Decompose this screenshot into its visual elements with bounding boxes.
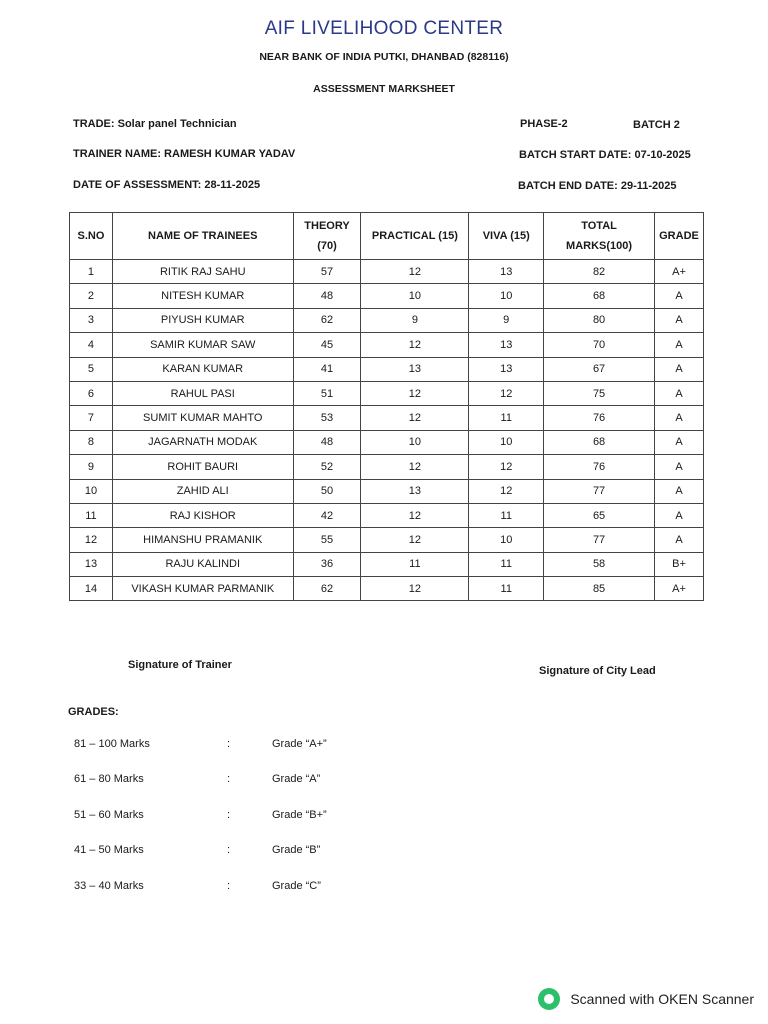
cell-sno: 12	[70, 528, 113, 552]
cell-sno: 3	[70, 308, 113, 332]
cell-theory: 45	[293, 333, 361, 357]
header-theory-line1: THEORY	[304, 220, 350, 232]
grade-range: 61 – 80 Marks	[74, 773, 144, 785]
cell-theory: 48	[293, 284, 361, 308]
cell-sno: 10	[70, 479, 113, 503]
table-row	[70, 333, 704, 357]
cell-practical: 12	[361, 577, 469, 601]
cell-name: RAHUL PASI	[112, 381, 293, 405]
cell-theory: 42	[293, 503, 361, 527]
header-total	[544, 213, 655, 260]
table-row	[70, 528, 704, 552]
city-lead-signature-label: Signature of City Lead	[539, 665, 656, 677]
cell-practical: 10	[361, 430, 469, 454]
header-total-line1: TOTAL	[581, 220, 617, 232]
cell-practical: 12	[361, 503, 469, 527]
grade-scale-row	[0, 773, 768, 793]
grade-scale-row	[0, 809, 768, 829]
grade-separator: :	[227, 773, 231, 785]
grades-heading: GRADES:	[68, 706, 119, 718]
cell-viva: 10	[469, 284, 544, 308]
cell-sno: 2	[70, 284, 113, 308]
grade-scale-row	[0, 880, 768, 900]
grade-range: 41 – 50 Marks	[74, 844, 144, 856]
header-practical: PRACTICAL (15)	[361, 213, 469, 260]
sheet-title: ASSESSMENT MARKSHEET	[313, 83, 455, 95]
cell-grade: B+	[654, 552, 703, 576]
trainer-name: TRAINER NAME: RAMESH KUMAR YADAV	[73, 148, 296, 160]
grade-separator: :	[227, 738, 231, 750]
cell-grade: A	[654, 430, 703, 454]
table-row	[70, 455, 704, 479]
cell-total: 68	[544, 284, 655, 308]
grade-label: Grade “A+”	[272, 738, 327, 750]
table-row	[70, 381, 704, 405]
phase-label: PHASE-2	[520, 118, 568, 130]
header-theory	[293, 213, 361, 260]
cell-name: RITIK RAJ SAHU	[112, 260, 293, 284]
cell-sno: 13	[70, 552, 113, 576]
cell-theory: 62	[293, 577, 361, 601]
header-sno: S.NO	[70, 213, 113, 260]
cell-grade: A	[654, 406, 703, 430]
cell-name: KARAN KUMAR	[112, 357, 293, 381]
cell-total: 75	[544, 381, 655, 405]
table-row	[70, 552, 704, 576]
cell-name: RAJ KISHOR	[112, 503, 293, 527]
cell-practical: 9	[361, 308, 469, 332]
header-theory-line2: (70)	[317, 240, 337, 252]
table-row	[70, 406, 704, 430]
table-row	[70, 577, 704, 601]
grade-range: 51 – 60 Marks	[74, 809, 144, 821]
cell-theory: 50	[293, 479, 361, 503]
cell-total: 82	[544, 260, 655, 284]
cell-grade: A	[654, 479, 703, 503]
cell-viva: 11	[469, 503, 544, 527]
cell-theory: 36	[293, 552, 361, 576]
assessment-date: DATE OF ASSESSMENT: 28-11-2025	[73, 179, 261, 191]
cell-total: 65	[544, 503, 655, 527]
grade-separator: :	[227, 844, 231, 856]
trade-label: TRADE: Solar panel Technician	[73, 118, 237, 130]
trainer-signature-label: Signature of Trainer	[128, 659, 232, 671]
cell-sno: 11	[70, 503, 113, 527]
cell-viva: 11	[469, 552, 544, 576]
grade-range: 81 – 100 Marks	[74, 738, 150, 750]
cell-sno: 4	[70, 333, 113, 357]
cell-sno: 9	[70, 455, 113, 479]
cell-practical: 11	[361, 552, 469, 576]
grade-label: Grade “B+”	[272, 809, 327, 821]
marks-table-body	[70, 260, 704, 601]
cell-practical: 12	[361, 528, 469, 552]
cell-grade: A	[654, 333, 703, 357]
cell-viva: 12	[469, 381, 544, 405]
cell-theory: 57	[293, 260, 361, 284]
cell-viva: 11	[469, 406, 544, 430]
grade-scale-row	[0, 844, 768, 864]
cell-grade: A	[654, 455, 703, 479]
grade-label: Grade “B”	[272, 844, 321, 856]
cell-total: 80	[544, 308, 655, 332]
cell-viva: 13	[469, 333, 544, 357]
cell-grade: A	[654, 381, 703, 405]
cell-grade: A	[654, 528, 703, 552]
cell-total: 67	[544, 357, 655, 381]
cell-theory: 53	[293, 406, 361, 430]
cell-sno: 14	[70, 577, 113, 601]
cell-theory: 52	[293, 455, 361, 479]
cell-name: VIKASH KUMAR PARMANIK	[112, 577, 293, 601]
oken-scanner-logo-icon	[538, 988, 560, 1010]
cell-grade: A	[654, 284, 703, 308]
cell-theory: 51	[293, 381, 361, 405]
marks-table	[69, 212, 704, 601]
cell-name: RAJU KALINDI	[112, 552, 293, 576]
cell-grade: A	[654, 357, 703, 381]
cell-total: 58	[544, 552, 655, 576]
scanner-watermark-text: Scanned with OKEN Scanner	[570, 991, 754, 1007]
cell-viva: 13	[469, 357, 544, 381]
cell-practical: 12	[361, 406, 469, 430]
cell-name: JAGARNATH MODAK	[112, 430, 293, 454]
cell-theory: 48	[293, 430, 361, 454]
cell-name: ZAHID ALI	[112, 479, 293, 503]
cell-total: 68	[544, 430, 655, 454]
batch-end-date: BATCH END DATE: 29-11-2025	[518, 180, 677, 192]
cell-theory: 62	[293, 308, 361, 332]
cell-total: 85	[544, 577, 655, 601]
batch-start-date: BATCH START DATE: 07-10-2025	[519, 149, 691, 161]
cell-theory: 41	[293, 357, 361, 381]
cell-practical: 12	[361, 333, 469, 357]
cell-practical: 12	[361, 455, 469, 479]
grade-label: Grade “C”	[272, 880, 321, 892]
cell-sno: 1	[70, 260, 113, 284]
scanner-watermark	[538, 988, 754, 1010]
cell-name: SUMIT KUMAR MAHTO	[112, 406, 293, 430]
table-header-row	[70, 213, 704, 260]
table-row	[70, 357, 704, 381]
cell-grade: A	[654, 503, 703, 527]
cell-sno: 6	[70, 381, 113, 405]
grade-separator: :	[227, 880, 231, 892]
cell-name: NITESH KUMAR	[112, 284, 293, 308]
table-row	[70, 503, 704, 527]
cell-viva: 11	[469, 577, 544, 601]
cell-grade: A+	[654, 577, 703, 601]
cell-name: PIYUSH KUMAR	[112, 308, 293, 332]
grade-range: 33 – 40 Marks	[74, 880, 144, 892]
center-address: NEAR BANK OF INDIA PUTKI, DHANBAD (828116)	[259, 51, 509, 63]
batch-label: BATCH 2	[633, 119, 680, 131]
cell-practical: 13	[361, 479, 469, 503]
table-row	[70, 284, 704, 308]
cell-total: 77	[544, 479, 655, 503]
cell-theory: 55	[293, 528, 361, 552]
cell-viva: 12	[469, 479, 544, 503]
cell-name: ROHIT BAURI	[112, 455, 293, 479]
cell-practical: 10	[361, 284, 469, 308]
cell-viva: 9	[469, 308, 544, 332]
table-row	[70, 260, 704, 284]
cell-total: 70	[544, 333, 655, 357]
cell-practical: 12	[361, 381, 469, 405]
grade-separator: :	[227, 809, 231, 821]
cell-name: SAMIR KUMAR SAW	[112, 333, 293, 357]
header-name: NAME OF TRAINEES	[112, 213, 293, 260]
cell-sno: 7	[70, 406, 113, 430]
table-row	[70, 479, 704, 503]
cell-practical: 12	[361, 260, 469, 284]
table-row	[70, 430, 704, 454]
grade-label: Grade “A”	[272, 773, 321, 785]
cell-total: 76	[544, 455, 655, 479]
center-title: AIF LIVELIHOOD CENTER	[264, 18, 504, 39]
cell-total: 77	[544, 528, 655, 552]
cell-viva: 10	[469, 430, 544, 454]
grade-scale-row	[0, 738, 768, 758]
cell-name: HIMANSHU PRAMANIK	[112, 528, 293, 552]
cell-viva: 13	[469, 260, 544, 284]
cell-sno: 5	[70, 357, 113, 381]
cell-grade: A	[654, 308, 703, 332]
header-viva: VIVA (15)	[469, 213, 544, 260]
cell-viva: 10	[469, 528, 544, 552]
cell-grade: A+	[654, 260, 703, 284]
cell-viva: 12	[469, 455, 544, 479]
header-total-line2: MARKS(100)	[566, 240, 633, 252]
cell-total: 76	[544, 406, 655, 430]
header-grade: GRADE	[654, 213, 703, 260]
table-row	[70, 308, 704, 332]
cell-practical: 13	[361, 357, 469, 381]
cell-sno: 8	[70, 430, 113, 454]
